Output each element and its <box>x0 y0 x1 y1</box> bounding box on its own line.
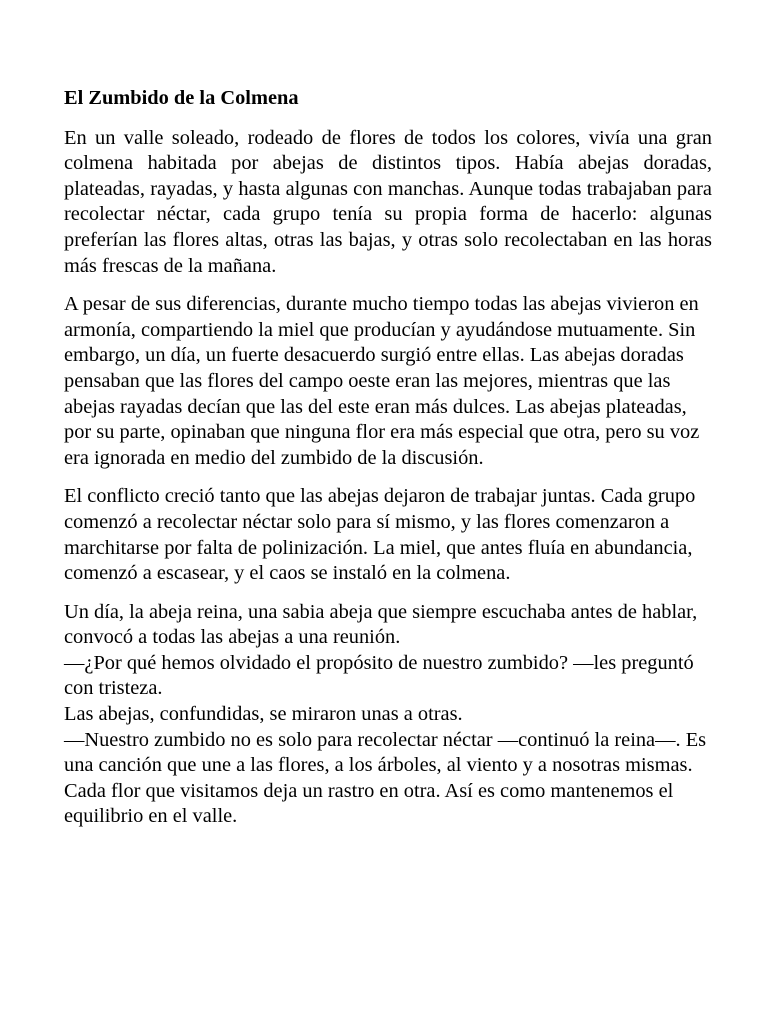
paragraph-3: El conflicto creció tanto que las abejas dejaron de trabajar juntas. Cada grupo comenzó a recolectar néctar solo para sí mismo, y las flores comenzaron a marchitarse por falta de polinización. La miel, que antes fluía en abundancia, comenzó a escasear, y el caos se instaló en la colmena. <box>64 485 696 585</box>
paragraph-2: A pesar de sus diferencias, durante mucho tiempo todas las abejas vivieron en armonía, compartiendo la miel que producían y ayudándose mutuamente. Sin embargo, un día, un fuerte desacuerdo surgió entre ellas. Las abejas doradas pensaban que las flores del campo oeste eran las mejores, mientras que las abejas rayadas decían que las del este eran más dulces. Las abejas plateadas, por su parte, opinaban que ninguna flor era más especial que otra, pero su voz era ignorada en medio del zumbido de la discusión. <box>64 293 700 469</box>
document-page <box>64 86 712 843</box>
narration-line: Un día, la abeja reina, una sabia abeja que siempre escuchaba antes de hablar, convocó a todas las abejas a una reunión. <box>64 600 698 649</box>
paragraph-1: En un valle soleado, rodeado de flores de todos los colores, vivía una gran colmena habitada por abejas de distintos tipos. Había abejas doradas, plateadas, rayadas, y hasta algunas con manchas. Aunque todas trabajaban para recolectar néctar, cada grupo tenía su propia forma de hacerlo: algunas preferían las flores altas, otras las bajas, y otras solo recolectaban en las horas más frescas de la mañana. <box>64 126 712 277</box>
story-title: El Zumbido de la Colmena <box>64 87 299 109</box>
dialogue-line: —¿Por qué hemos olvidado el propósito de nuestro zumbido? —les preguntó con tristeza. <box>64 651 694 700</box>
narration-line: Las abejas, confundidas, se miraron unas a otras. <box>64 703 463 726</box>
paragraph-4 <box>64 600 712 830</box>
dialogue-line: —Nuestro zumbido no es solo para recolectar néctar —continuó la reina—. Es una canción que une a las flores, a los árboles, al viento y a nosotras mismas. Cada flor que visitamos deja un rastro en otra. Así es como mantenemos el equilibrio en el valle. <box>64 728 707 828</box>
